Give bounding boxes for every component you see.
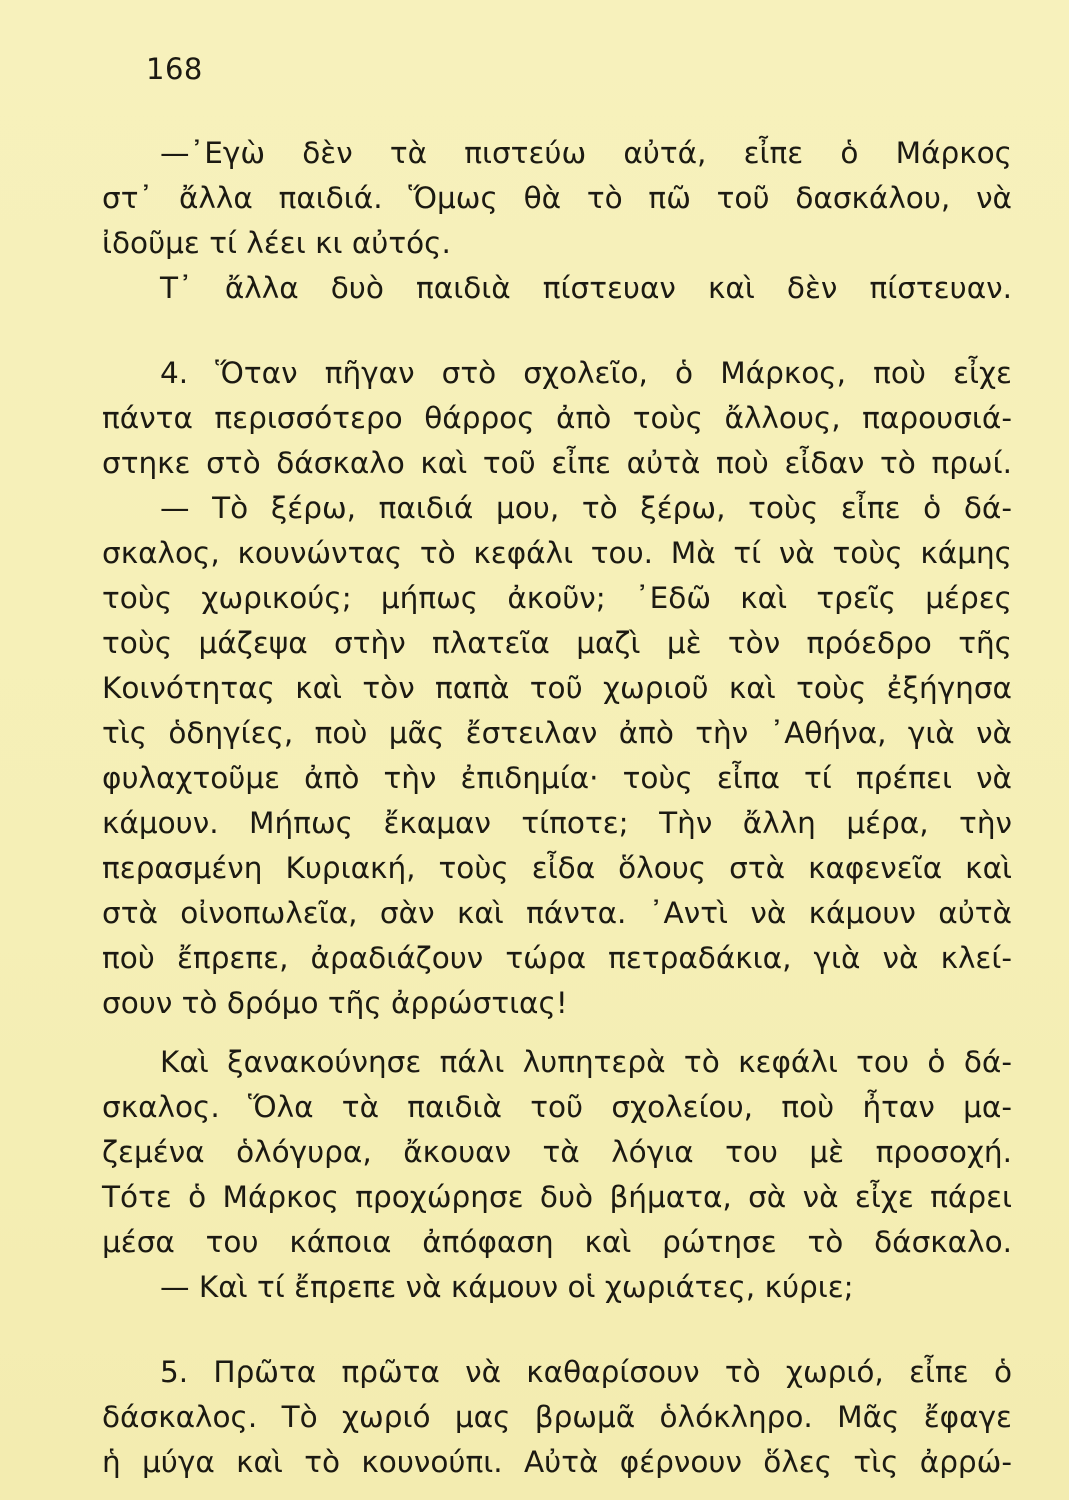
text-line: σκαλος. Ὅλα τὰ παιδιὰ τοῦ σχολείου, ποὺ ἦταν μα- [102,1090,1012,1124]
text-line: σκαλος, κουνώντας τὸ κεφάλι του. Μὰ τί νὰ τοὺς κάμης [102,536,1012,570]
text-line: — Τὸ ξέρω, παιδιά μου, τὸ ξέρω, τοὺς εἶπε ὁ δά- [160,491,1012,525]
text-line: φυλαχτοῦμε ἀπὸ τὴν ἐπιδημία· τοὺς εἶπα τί πρέπει νὰ [102,761,1012,795]
text-line: —᾿Εγὼ δὲν τὰ πιστεύω αὐτά, εἶπε ὁ Μάρκος [160,136,1012,170]
text-line: τὶς ὁδηγίες, ποὺ μᾶς ἔστειλαν ἀπὸ τὴν ᾿Αθήνα, γιὰ νὰ [102,716,1012,750]
text-line: ζεμένα ὁλόγυρα, ἄκουαν τὰ λόγια του μὲ προσοχή. [102,1135,1012,1169]
text-line: Καὶ ξανακούνησε πάλι λυπητερὰ τὸ κεφάλι του ὁ δά- [160,1045,1012,1079]
text-line: Τότε ὁ Μάρκος προχώρησε δυὸ βήματα, σὰ νὰ εἶχε πάρει [102,1180,1012,1214]
text-line: ἡ μύγα καὶ τὸ κουνούπι. Αὐτὰ φέρνουν ὅλες τὶς ἀρρώ- [102,1445,1012,1479]
text-line: στηκε στὸ δάσκαλο καὶ τοῦ εἶπε αὐτὰ ποὺ εἶδαν τὸ πρωί. [102,446,1012,480]
text-line: ποὺ ἔπρεπε, ἀραδιάζουν τώρα πετραδάκια, γιὰ νὰ κλεί- [102,941,1012,975]
text-line: ἰδοῦμε τί λέει κι αὐτός. [102,226,451,260]
page-number: 168 [146,52,203,86]
text-line: στ᾿ ἄλλα παιδιά. Ὅμως θὰ τὸ πῶ τοῦ δασκάλου, νὰ [102,181,1012,215]
text-line: Τ᾿ ἄλλα δυὸ παιδιὰ πίστευαν καὶ δὲν πίστευαν. [160,271,1012,305]
text-line: τοὺς χωρικούς; μήπως ἀκοῦν; ᾿Εδῶ καὶ τρεῖς μέρες [102,581,1012,615]
text-line: κάμουν. Μήπως ἔκαμαν τίποτε; Τὴν ἄλλη μέρα, τὴν [102,806,1012,840]
text-line: στὰ οἰνοπωλεῖα, σὰν καὶ πάντα. ᾿Αντὶ νὰ κάμουν αὐτὰ [102,896,1012,930]
text-line: περασμένη Κυριακή, τοὺς εἶδα ὅλους στὰ καφενεῖα καὶ [102,851,1012,885]
text-line: 5. Πρῶτα πρῶτα νὰ καθαρίσουν τὸ χωριό, εἶπε ὁ [160,1355,1012,1389]
text-line: δάσκαλος. Τὸ χωριό μας βρωμᾶ ὁλόκληρο. Μᾶς ἔφαγε [102,1400,1012,1434]
text-line: τοὺς μάζεψα στὴν πλατεῖα μαζὶ μὲ τὸν πρόεδρο τῆς [102,626,1012,660]
text-line: Κοινότητας καὶ τὸν παπὰ τοῦ χωριοῦ καὶ τοὺς ἐξήγησα [102,671,1012,705]
text-line: σουν τὸ δρόμο τῆς ἀρρώστιας! [102,986,568,1020]
body-text [102,131,1012,1485]
text-line: — Καὶ τί ἔπρεπε νὰ κάμουν οἱ χωριάτες, κύριε; [160,1270,854,1304]
text-line: 4. Ὅταν πῆγαν στὸ σχολεῖο, ὁ Μάρκος, ποὺ εἶχε [160,356,1012,390]
text-line: μέσα του κάποια ἀπόφαση καὶ ρώτησε τὸ δάσκαλο. [102,1225,1012,1259]
text-line: πάντα περισσότερο θάρρος ἀπὸ τοὺς ἄλλους, παρουσιά- [102,401,1012,435]
